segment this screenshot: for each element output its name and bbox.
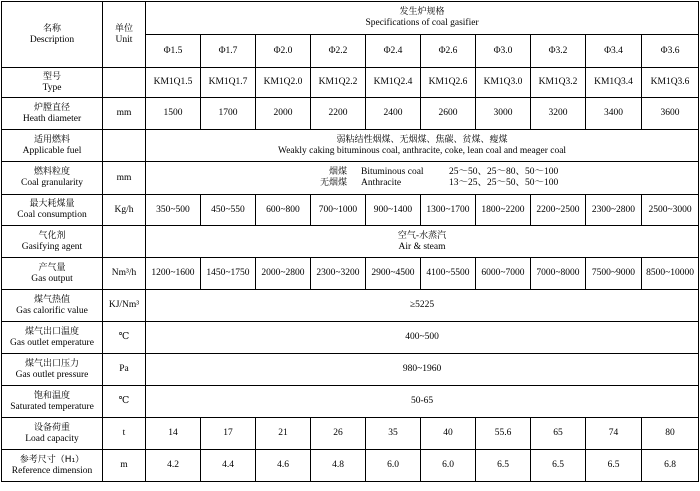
header-unit-cell <box>103 2 146 68</box>
fuel-row <box>2 130 699 162</box>
value-cell: 2400 <box>366 98 421 130</box>
value-cell: 350~500 <box>146 195 201 226</box>
value-cell: 2300~3200 <box>311 258 366 290</box>
value-cell: 2500~3000 <box>642 195 699 226</box>
value-cell: KM1Q3.6 <box>642 68 699 98</box>
gas-output-row <box>2 258 699 290</box>
value-cell: 1450~1750 <box>201 258 256 290</box>
value-cell: 6000~7000 <box>476 258 531 290</box>
value-cell: 6.0 <box>421 450 476 482</box>
row-label: 燃料粒度 Coal granularity <box>2 162 103 195</box>
saturated-span-cell: 50-65 <box>146 386 699 418</box>
row-label: 型号 Type <box>2 68 103 98</box>
value-cell: 1700 <box>201 98 256 130</box>
row-label: 煤气热值 Gas calorific value <box>2 290 103 322</box>
value-cell: 4.4 <box>201 450 256 482</box>
outlet-temp-row <box>2 322 699 354</box>
row-unit: ℃ <box>103 386 146 418</box>
value-cell: KM1Q1.5 <box>146 68 201 98</box>
load-row <box>2 418 699 450</box>
value-cell: 7000~8000 <box>531 258 586 290</box>
value-cell: 26 <box>311 418 366 450</box>
consumption-row <box>2 195 699 226</box>
header-spec-zh: 发生炉规格 <box>399 7 445 17</box>
row-unit <box>103 130 146 162</box>
granularity-line: 无烟煤 Anthracite 13～25、25～50、50～100 <box>320 178 559 188</box>
row-label: 设备荷重 Load capacity <box>2 418 103 450</box>
row-label: 产气量 Gas output <box>2 258 103 290</box>
hearth-row <box>2 98 699 130</box>
value-cell: 74 <box>586 418 642 450</box>
fuel-en: Weakly caking bituminous coal, anthracite, coke, lean coal and meager coal <box>278 145 567 156</box>
diameter-cell: Φ3.6 <box>642 35 699 68</box>
header-name-zh: 名称 <box>42 23 61 34</box>
diameter-cell: Φ2.0 <box>256 35 311 68</box>
value-cell: 6.5 <box>586 450 642 482</box>
value-cell: 2300~2800 <box>586 195 642 226</box>
value-cell: 6.0 <box>366 450 421 482</box>
value-cell: 900~1400 <box>366 195 421 226</box>
value-cell: 2000~2800 <box>256 258 311 290</box>
row-unit <box>103 226 146 258</box>
value-cell: KM1Q3.0 <box>476 68 531 98</box>
row-unit: Pa <box>103 354 146 386</box>
value-cell: 2200~2500 <box>531 195 586 226</box>
value-cell: 2600 <box>421 98 476 130</box>
value-cell: 700~1000 <box>311 195 366 226</box>
value-cell: 6.5 <box>476 450 531 482</box>
diameter-cell: Φ2.6 <box>421 35 476 68</box>
calorific-span-cell: ≥5225 <box>146 290 699 322</box>
row-unit <box>103 68 146 98</box>
value-cell: 6.5 <box>531 450 586 482</box>
diameter-cell: Φ2.2 <box>311 35 366 68</box>
value-cell: 1500 <box>146 98 201 130</box>
granularity-span-cell <box>146 162 699 195</box>
diameter-cell: Φ1.5 <box>146 35 201 68</box>
value-cell: 40 <box>421 418 476 450</box>
value-cell: 2200 <box>311 98 366 130</box>
agent-span-cell <box>146 226 699 258</box>
diameter-cell: Φ3.0 <box>476 35 531 68</box>
granularity-line: 烟煤 Bituminous coal 25～50、25～80、50～100 <box>329 167 559 177</box>
row-unit: t <box>103 418 146 450</box>
header-row <box>2 2 699 35</box>
header-unit-en: Unit <box>115 34 133 45</box>
header-description-cell <box>2 2 103 68</box>
gasifier-spec-table <box>1 1 699 482</box>
reference-row <box>2 450 699 482</box>
value-cell: 35 <box>366 418 421 450</box>
value-cell: 2000 <box>256 98 311 130</box>
value-cell: KM1Q3.4 <box>586 68 642 98</box>
value-cell: 1300~1700 <box>421 195 476 226</box>
value-cell: KM1Q2.0 <box>256 68 311 98</box>
header-name-en: Description <box>29 34 75 45</box>
value-cell: 3200 <box>531 98 586 130</box>
value-cell: 14 <box>146 418 201 450</box>
saturated-row <box>2 386 699 418</box>
row-unit: KJ/Nm³ <box>103 290 146 322</box>
row-unit: ℃ <box>103 322 146 354</box>
row-label: 饱和温度 Saturated temperature <box>2 386 103 418</box>
value-cell: 21 <box>256 418 311 450</box>
agent-en: Air & steam <box>398 241 446 252</box>
row-unit: mm <box>103 98 146 130</box>
value-cell: 600~800 <box>256 195 311 226</box>
value-cell: KM1Q3.2 <box>531 68 586 98</box>
value-cell: 1200~1600 <box>146 258 201 290</box>
value-cell: KM1Q1.7 <box>201 68 256 98</box>
row-label: 煤气出口温度 Gas outlet emperature <box>2 322 103 354</box>
row-label: 适用燃料 Applicable fuel <box>2 130 103 162</box>
value-cell: 3600 <box>642 98 699 130</box>
row-label: 参考尺寸（H₁） Reference dimension <box>2 450 103 482</box>
value-cell: 3400 <box>586 98 642 130</box>
calorific-row <box>2 290 699 322</box>
value-cell: 17 <box>201 418 256 450</box>
row-unit: mm <box>103 162 146 195</box>
value-cell: 4.2 <box>146 450 201 482</box>
value-cell: KM1Q2.4 <box>366 68 421 98</box>
value-cell: KM1Q2.6 <box>421 68 476 98</box>
row-unit: m <box>103 450 146 482</box>
fuel-zh: 弱粘结性烟煤、无烟煤、焦碳、贫煤、瘦煤 <box>336 134 508 145</box>
header-unit-zh: 单位 <box>114 23 133 34</box>
value-cell: 450~550 <box>201 195 256 226</box>
header-spec-cell <box>146 2 699 35</box>
value-cell: 4100~5500 <box>421 258 476 290</box>
value-cell: 4.8 <box>311 450 366 482</box>
value-cell: 6.8 <box>642 450 699 482</box>
value-cell: KM1Q2.2 <box>311 68 366 98</box>
row-unit: Kg/h <box>103 195 146 226</box>
value-cell: 80 <box>642 418 699 450</box>
outlet-pressure-row <box>2 354 699 386</box>
value-cell: 4.6 <box>256 450 311 482</box>
row-label: 气化剂 Gasifying agent <box>2 226 103 258</box>
row-label: 煤气出口压力 Gas outlet pressure <box>2 354 103 386</box>
value-cell: 1800~2200 <box>476 195 531 226</box>
value-cell: 55.6 <box>476 418 531 450</box>
row-label: 炉膛直径 Heath diameter <box>2 98 103 130</box>
header-spec-en: Specifications of coal gasifier <box>365 18 479 28</box>
value-cell: 7500~9000 <box>586 258 642 290</box>
type-row <box>2 68 699 98</box>
outlet-pressure-span-cell: 980~1960 <box>146 354 699 386</box>
diameter-cell: Φ3.2 <box>531 35 586 68</box>
granularity-row <box>2 162 699 195</box>
fuel-span-cell <box>146 130 699 162</box>
agent-zh: 空气-水蒸汽 <box>397 230 447 241</box>
diameter-cell: Φ3.4 <box>586 35 642 68</box>
value-cell: 3000 <box>476 98 531 130</box>
row-label: 最大耗煤量 Coal consumption <box>2 195 103 226</box>
value-cell: 2900~4500 <box>366 258 421 290</box>
outlet-temp-span-cell: 400~500 <box>146 322 699 354</box>
diameter-cell: Φ2.4 <box>366 35 421 68</box>
value-cell: 8500~10000 <box>642 258 699 290</box>
diameter-cell: Φ1.7 <box>201 35 256 68</box>
value-cell: 65 <box>531 418 586 450</box>
row-unit: Nm³/h <box>103 258 146 290</box>
agent-row <box>2 226 699 258</box>
